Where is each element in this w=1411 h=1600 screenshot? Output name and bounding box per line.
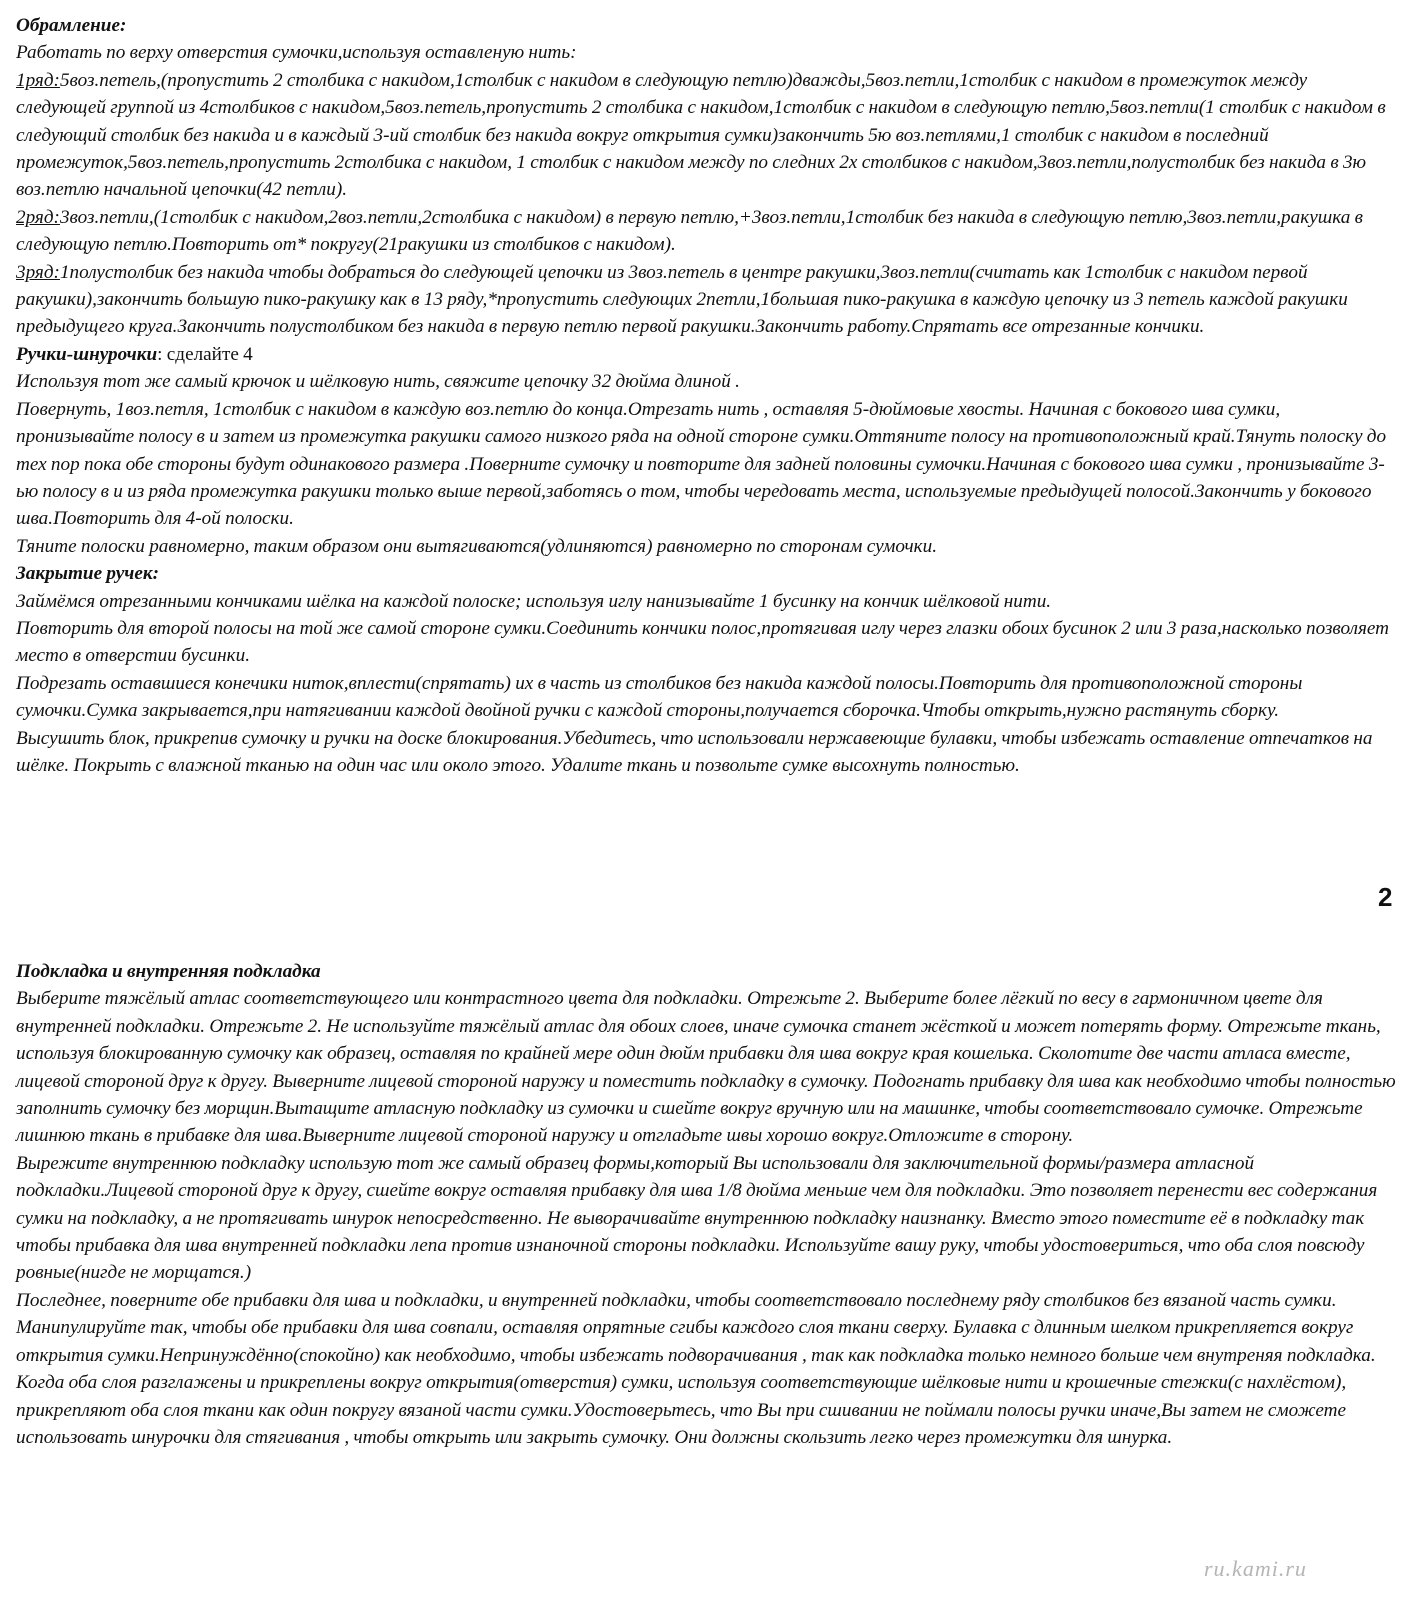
handles-paragraph-1: Используя тот же самый крючок и шёлковую нить, свяжите цепочку 32 дюйма длиной . bbox=[16, 371, 740, 393]
heading-handles: Ручки-шнурочки bbox=[16, 343, 158, 365]
section-lining bbox=[16, 958, 1400, 1451]
section-framing bbox=[16, 12, 1400, 779]
lining-paragraph-1: Выберите тяжёлый атлас соответствующего или контрастного цвета для подкладки. Отрежьте 2. Выберите более лёгкий по весу в гармоничном цвете для внутренней подкладки. Отрежьте 2. Не используйте тяжёлый атлас для обоих слоев, иначе сумочка станет жёсткой и может потерять форму. Отрежьте ткань, используя блокированную сумочку как образец, оставляя по крайней мере один дюйм прибавки для шва вокруг края кошелька. Сколотите две части атласа вместе, лицевой стороной друг к другу. Выверните лицевой стороной наружу и поместить подкладку в сумочку. Подогнать прибавку для шва как необходимо чтобы полностью заполнить сумочку без морщин.Вытащите атласную подкладку из сумочки и сшейте вокруг вручную или на машинке, чтобы соответствовало сумочке. Отрежьте лишнюю ткань в прибавке для шва.Выверните лицевой стороной наружу и отгладьте швы хорошо вокруг.Отложите в сторону. bbox=[16, 988, 1396, 1147]
lining-paragraph-2: Вырежите внутреннюю подкладку использую тот же самый образец формы,который Вы использовали для заключительной формы/размера атласной подкладки.Лицевой стороной друг к другу, сшейте вокруг оставляя прибавку для шва 1/8 дюйма меньше чем для подкладки. Это позволяет перенести вес содержания сумки на подкладку, а не протягивать шнурок непосредственно. Не выворачивайте внутреннюю подкладку наизнанку. Вместо этого поместите её в подкладку так чтобы прибавка для шва внутренней подкладки лепа против изнаночной стороны подкладки. Используйте вашу руку, чтобы удостовериться, что оба слоя повсюду ровные(нигде не морщатся.) bbox=[16, 1152, 1378, 1284]
framing-intro: Работать по верху отверстия сумочки,используя оставленую нить: bbox=[16, 42, 577, 64]
handles-subtitle: : сделайте 4 bbox=[157, 343, 253, 365]
row-3 bbox=[16, 259, 1400, 341]
row-1 bbox=[16, 67, 1400, 204]
heading-framing: Обрамление: bbox=[16, 15, 127, 36]
row-2 bbox=[16, 204, 1400, 259]
lining-paragraph-3: Последнее, поверните обе прибавки для шва и подкладки, и внутренней подкладки, чтобы соответствовало последнему ряду столбиков без вязаной часть сумки. Манипулируйте так, чтобы обе прибавки для шва совпали, оставляя опрятные сгибы каждого слоя ткани сверху. Булавка с длинным шелком прикрепляется вокруг открытия сумки.Непринуждённо(спокойно) как необходимо, чтобы избежать подворачивания , так как подкладка только немного больше чем внутреняя подкладка. Когда оба слоя разглажены и прикреплены вокруг открытия(отверстия) сумки, используя соответствующие шёлковые нити и крошечные стежки(с нахлёстом), прикрепляют оба слоя ткани как один покругу вязаной части сумки.Удостоверьтесь, что Вы при сшивании не поймали полосы ручки иначе,Вы затем не сможете использовать шнурочки для стягивания , чтобы открыть или закрыть сумочку. Они должны скользить легко через промежутки для шнурка. bbox=[16, 1289, 1376, 1448]
handles-paragraph-3: Тяните полоски равномерно, таким образом они вытягиваются(удлиняются) равномерно по сторонам сумочки. bbox=[16, 535, 938, 557]
watermark: ru.kami.ru bbox=[1204, 1556, 1307, 1581]
row-2-text: 3воз.петли,(1столбик с накидом,2воз.петли,2столбика с накидом) в первую петлю,+3воз.петли,1столбик без накида в следующую петлю,3воз.петли,ракушка в следующую петлю.Повторить от* покругу(21ракушки из столбиков с накидом). bbox=[16, 206, 1363, 256]
row-1-text: 5воз.петель,(пропустить 2 столбика с накидом,1столбик с накидом в следующую петлю)дважды,5воз.петли,1столбик с накидом в промежуток между следующей группой из 4столбиков с накидом,5воз.петель,пропустить 2 столбика с накидом,1столбик с накидом в следующую петлю,5воз.петли(1 столбик с накидом в следующий столбик без накида и в каждый 3-ий столбик без накида вокруг открытия сумки)закончить 5ю воз.петлями,1 столбик с накидом в последний промежуток,5воз.петель,пропустить 2столбика с накидом, 1 столбик с накидом между по следних 2х столбиков с накидом,3воз.петли,полустолбик без накида в 3ю воз.петлю начальной цепочки(42 петли). bbox=[16, 69, 1386, 201]
closing-paragraph-1: Займёмся отрезанными кончиками шёлка на каждой полоске; используя иглу нанизывайте 1 бусинку на кончик шёлковой нити. bbox=[16, 590, 1052, 612]
row-3-text: 1полустолбик без накида чтобы добраться до следующей цепочки из 3воз.петель в центре ракушки,3воз.петли(считать как 1столбик с накидом первой ракушки),закончить большую пико-ракушку как в 13 ряду,*пропустить следующих 2петли,1большая пико-ракушка в каждую цепочку из 3 петель каждой ракушки предыдущего круга.Закончить полустолбиком без накида в первую петлю первой ракушки.Закончить работу.Спрятать все отрезанные кончики. bbox=[16, 261, 1348, 338]
closing-paragraph-2: Повторить для второй полосы на той же самой стороне сумки.Соединить кончики полос,протягивая иглу через глазки обоих бусинок 2 или 3 раза,насколько позволяет место в отверстии бусинки. bbox=[16, 617, 1390, 667]
handles-paragraph-2: Повернуть, 1воз.петля, 1столбик с накидом в каждую воз.петлю до конца.Отрезать нить , оставляя 5-дюймовые хвосты. Начиная с бокового шва сумки, пронизывайте полосу в и затем из промежутка ракушки самого низкого ряда на одной стороне сумки.Оттяните полосу на противоположный край.Тянуть полоску до тех пор пока обе стороны будут одинакового размера .Поверните сумочку и повторите для задней половины сумочки.Начиная с бокового шва сумки , пронизывайте 3-ью полосу в и из ряда промежутка ракушки только выше первой,заботясь о том, чтобы чередовать места, используемые предыдущей полосой.Закончить у бокового шва.Повторить для 4-ой полоски. bbox=[16, 398, 1387, 530]
row-2-label: 2ряд: bbox=[16, 206, 60, 228]
closing-paragraph-3: Подрезать оставшиеся конечики ниток,вплести(спрятать) их в часть из столбиков без накида каждой полосы.Повторить для противоположной стороны сумочки.Сумка закрывается,при натягивании каждой двойной ручки с каждой стороны,получается сборочка.Чтобы открыть,нужно растянуть сборку. bbox=[16, 672, 1303, 722]
handles-heading-line bbox=[16, 341, 1400, 368]
heading-lining: Подкладка и внутренняя подкладка bbox=[16, 961, 321, 982]
page-number: 2 bbox=[1378, 882, 1393, 912]
heading-closing: Закрытие ручек: bbox=[16, 563, 159, 585]
row-3-label: 3ряд: bbox=[16, 261, 60, 283]
row-1-label: 1ряд: bbox=[16, 69, 60, 91]
closing-paragraph-4: Высушить блок, прикрепив сумочку и ручки на доске блокирования.Убедитесь, что использовали нержавеющие булавки, чтобы избежать оставление отпечатков на шёлке. Покрыть с влажной тканью на один час или около этого. Удалите ткань и позвольте сумке высохнуть полностью. bbox=[16, 727, 1373, 776]
